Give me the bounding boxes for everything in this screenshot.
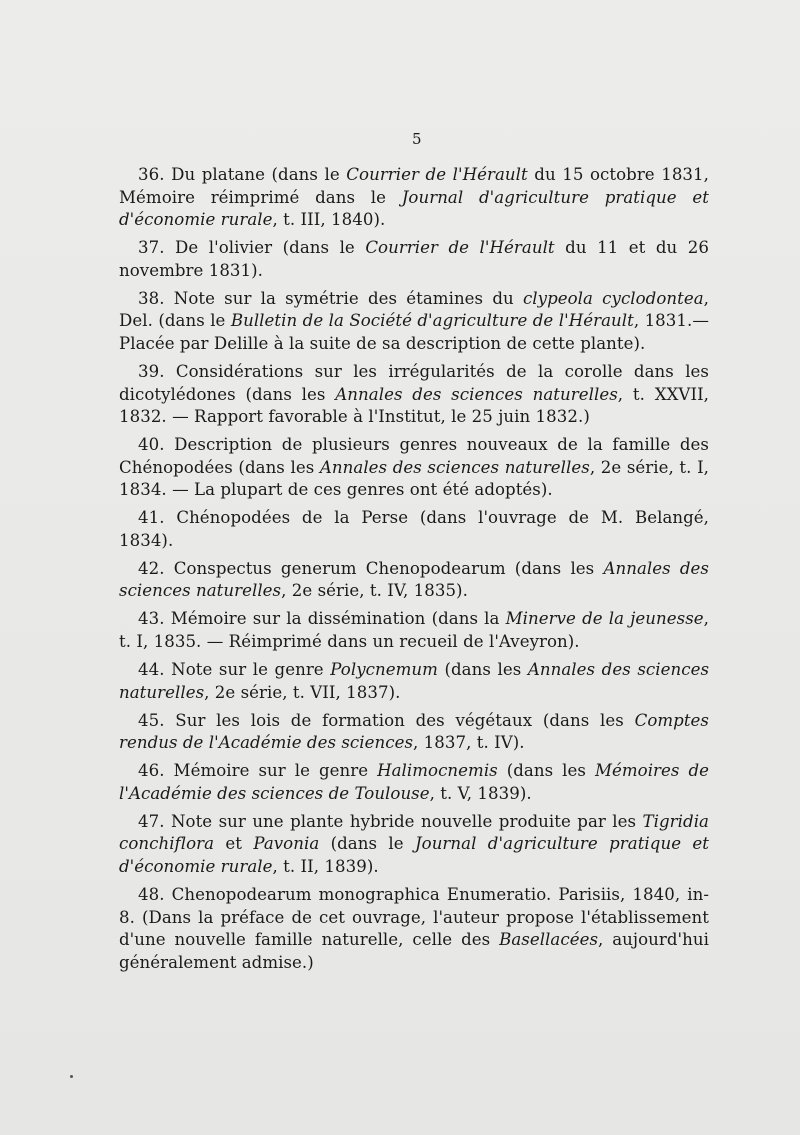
entry-text: , Del. (dans le (119, 288, 709, 331)
entry-text: Mémoire sur le genre (164, 761, 378, 781)
bibliography-entry (119, 710, 709, 755)
entry-text: , t. I, 1835. — Réimprimé dans un recueil de l'Aveyron). (119, 609, 709, 652)
entry-text: , 1837, t. IV). (413, 733, 525, 753)
entry-title-italic: Bulletin de la Société d'agriculture de l'Hérault (230, 311, 634, 331)
bibliography-entry (119, 760, 709, 805)
entry-text: Chenopodearum monographica Enumeratio. Parisiis, 1840, in-8. (Dans la préface de cet ouvrage, l'auteur propose l'établissement d'une nouvelle famille naturelle, celle des (119, 884, 709, 950)
ink-speck (70, 1075, 73, 1078)
entry-title-italic: Polycnemum (330, 660, 438, 679)
entry-number: 47. (138, 811, 165, 831)
bibliography-entry (119, 361, 709, 429)
entry-number: 43. (138, 609, 165, 629)
entry-title-italic: Courrier de l'Hérault (346, 165, 528, 184)
entry-title-italic: Annales des sciences naturelles (119, 660, 710, 702)
entry-number: 44. (138, 660, 165, 679)
entry-text: Note sur le genre (164, 660, 331, 679)
entry-text: Chénopodées de la Perse (dans l'ouvrage de M. Belangé, 1834). (119, 508, 709, 550)
entry-title-italic: Journal d'agriculture pratique et d'économie rurale (119, 834, 709, 876)
entry-text: Description de plusieurs genres nouveaux de la famille des Chénopodées (dans les (119, 435, 709, 477)
bibliography-entry (119, 811, 709, 879)
entry-number: 38. (138, 288, 165, 308)
entry-text: Note sur une plante hybride nouvelle produite par les (164, 811, 643, 831)
entry-title-italic: Halimocnemis (377, 761, 498, 781)
entry-text: , t. V, 1839). (429, 783, 532, 803)
entry-text: Mémoire sur la dissémination (dans la (164, 609, 506, 629)
entry-title-italic: Minerve de la jeunesse (505, 609, 704, 629)
entry-number: 41. (138, 508, 165, 528)
entry-number: 40. (138, 435, 165, 455)
entry-text: (dans le (319, 834, 415, 854)
entry-number: 45. (138, 710, 165, 730)
entry-text: , 2e série, t. IV, 1835). (281, 581, 468, 601)
entry-text: Sur les lois de formation des végétaux (dans les (164, 710, 635, 730)
bibliography-entry (119, 434, 709, 502)
entry-title-italic: Journal d'agriculture pratique et d'économie rurale (119, 187, 709, 230)
bibliography-entry (119, 288, 709, 356)
entry-text: Conspectus generum Chenopodearum (dans les (164, 558, 604, 578)
entry-text: , 2e série, t. I, 1834. — La plupart de ces genres ont été adoptés). (119, 457, 710, 500)
bibliography-list (119, 164, 709, 980)
entry-number: 39. (138, 361, 165, 381)
entry-title-italic: Comptes rendus de l'Académie des sciences (119, 710, 709, 753)
entry-text: , aujourd'hui généralement admise.) (119, 930, 709, 972)
bibliography-entry (119, 884, 709, 974)
entry-title-italic: Tigridia conchiflora (119, 811, 709, 854)
bibliography-entry (119, 558, 709, 603)
entry-text: du 15 octobre 1831, Mémoire réimprimé dans le (119, 165, 709, 207)
entry-text: (dans les (437, 660, 528, 679)
bibliography-entry (119, 237, 709, 282)
entry-title-italic: Annales des sciences naturelles (119, 558, 709, 601)
entry-title-italic: Pavonia (253, 834, 320, 854)
entry-title-italic: Basellacées (499, 930, 599, 950)
entry-text: De l'olivier (dans le (164, 238, 366, 258)
entry-number: 48. (138, 884, 165, 904)
entry-text: et (214, 834, 254, 854)
entry-text: Note sur la symétrie des étamines du (164, 288, 523, 308)
page-number: 5 (412, 130, 423, 148)
bibliography-entry (119, 608, 709, 653)
entry-title-italic: Mémoires de l'Académie des sciences de Toulouse (119, 761, 709, 803)
entry-number: 46. (138, 761, 165, 781)
entry-text: , t. II, 1839). (272, 856, 379, 876)
entry-text: Du platane (dans le (164, 165, 347, 184)
entry-number: 37. (138, 238, 165, 258)
bibliography-entry (119, 164, 709, 232)
entry-text: , 2e série, t. VII, 1837). (204, 682, 401, 702)
entry-number: 42. (138, 558, 165, 578)
entry-text: , 1831.—Placée par Delille à la suite de sa description de cette plante). (119, 311, 709, 353)
entry-title-italic: Annales des sciences naturelles (319, 457, 590, 477)
entry-text: , t. III, 1840). (272, 210, 386, 230)
entry-text: du 11 et du 26 novembre 1831). (119, 238, 709, 280)
entry-title-italic: Courrier de l'Hérault (365, 238, 555, 258)
entry-title-italic: Annales des sciences naturelles (335, 384, 618, 404)
bibliography-entry (119, 659, 709, 704)
bibliography-entry (119, 507, 709, 552)
entry-number: 36. (138, 165, 165, 184)
entry-title-italic: clypeola cyclodontea (522, 288, 704, 308)
entry-text: , t. XXVII, 1832. — Rapport favorable à l'Institut, le 25 juin 1832.) (119, 384, 709, 427)
entry-text: Considérations sur les irrégularités de la corolle dans les dicotylédones (dans les (119, 361, 709, 404)
entry-text: (dans les (497, 761, 595, 781)
